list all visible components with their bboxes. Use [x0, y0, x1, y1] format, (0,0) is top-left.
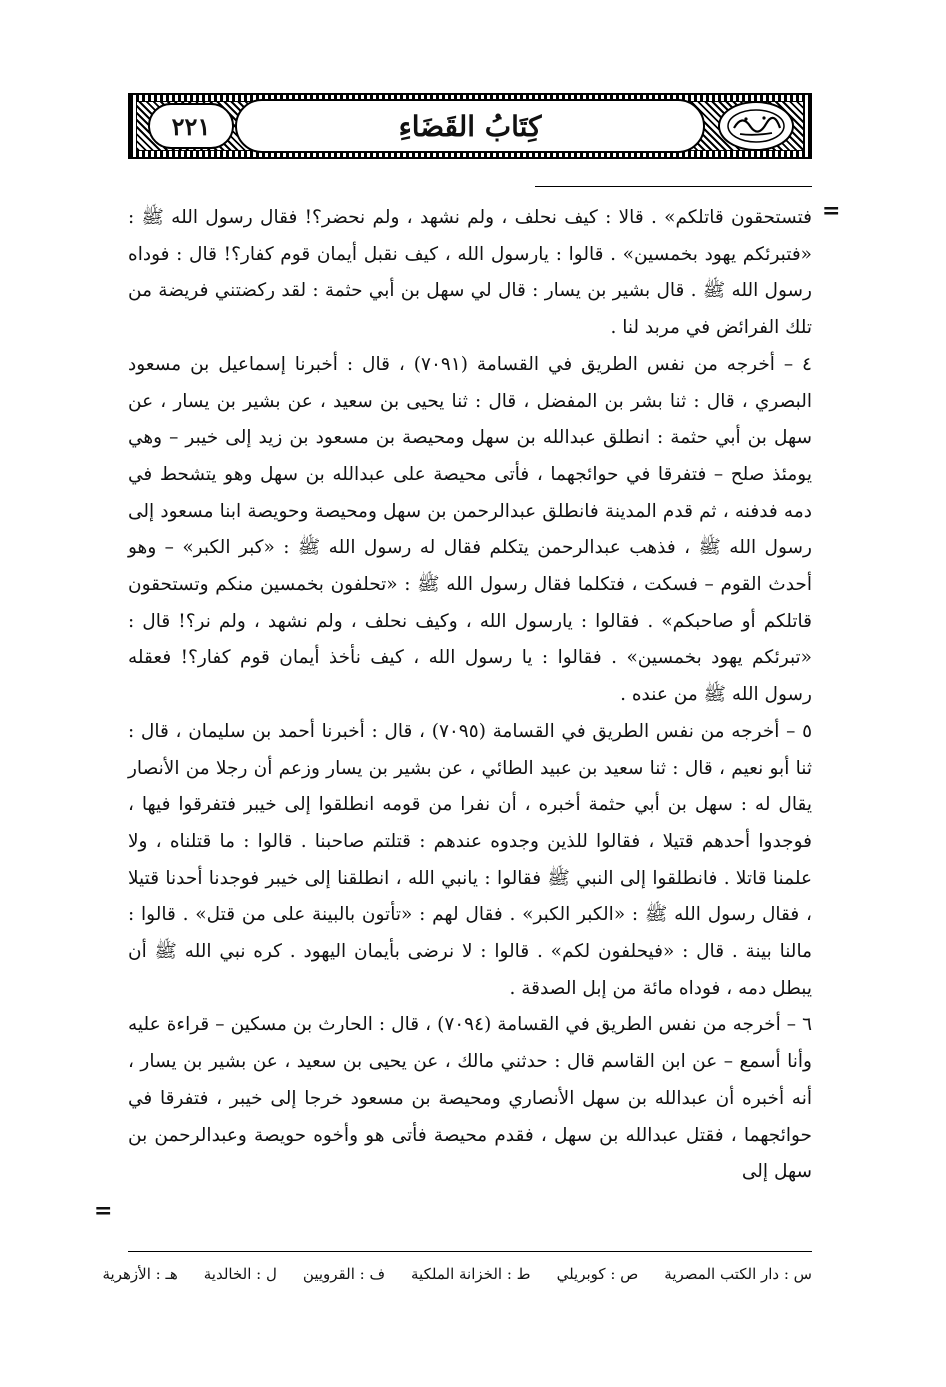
body-text: [128, 200, 812, 1191]
siglum-item: هـ : الأزهرية: [102, 1265, 178, 1283]
continuation-marker-bottom: =: [94, 1198, 113, 1224]
paragraph-5: ٥ – أخرجه من نفس الطريق في القسامة (٧٠٩٥) ، قال : أخبرنا أحمد بن سليمان ، قال : ثنا أبو نعيم ، قال : ثنا سعيد بن عبيد الطائي ، عن بشير بن يسار وزعم أن رجلا من الأنصار يقال له : سهل بن أبي حثمة أخبره ، أن نفرا من قومه انطلقوا إلى خيبر فتفرقوا فيها ، فوجدوا أحدهم قتيلا ، فقالوا للذين وجدوه عندهم : قتلتم صاحبنا . قالوا : ما قتلناه ، ولا علمنا قاتلا . فانطلقوا إلى النبي ﷺ فقالوا : يانبي الله ، انطلقنا إلى خيبر فوجدنا أحدنا قتيلا ، فقال رسول الله ﷺ : «الكبر الكبر» . فقال لهم : «تأتون بالبينة على من قتل» . قالوا : مالنا بينة . قال : «فيحلفون لكم» . قالوا : لا نرضى بأيمان اليهود . كره نبي الله ﷺ أن يبطل دمه ، فوداه مائة من إبل الصدقة .: [128, 720, 812, 999]
siglum-item: ف : القرويين: [302, 1265, 386, 1283]
paragraph-6: ٦ – أخرجه من نفس الطريق في القسامة (٧٠٩٤) ، قال : الحارث بن مسكين – قراءة عليه وأنا أسمع – عن ابن القاسم قال : حدثني مالك ، عن يحيى بن سعيد ، عن بشير بن يسار ، أنه أخبره أن عبدالله بن سهل الأنصاري ومحيصة بن مسعود خرجا إلى خيبر ، فتفرقا في حوائجهما ، فقتل عبدالله بن سهل ، فقدم محيصة فأتى هو وأخوه حويصة وعبدالرحمن بن سهل إلى: [128, 1014, 813, 1183]
siglum-item: ل : الخالدية: [203, 1265, 277, 1283]
paragraph-continuation: فتستحقون قاتلكم» . قالا : كيف نحلف ، ولم نشهد ، ولم نحضر؟! فقال رسول الله ﷺ : «فتبرئكم يهود بخمسين» . قالوا : يارسول الله ، كيف نقبل أيمان قوم كفار؟! قال : فوداه رسول الله ﷺ . قال بشير بن يسار : قال لي سهل بن أبي حثمة : لقد ركضتني فريضة من تلك الفرائض في مربد لنا .: [128, 207, 812, 339]
page-number-cartouche: [148, 103, 234, 149]
paragraph-4: ٤ – أخرجه من نفس الطريق في القسامة (٧٠٩١) ، قال : أخبرنا إسماعيل بن مسعود البصري ، قال : ثنا بشر بن المفضل ، قال : ثنا يحيى بن سعيد ، عن بشير بن يسار ، عن سهل بن أبي حثمة : انطلق عبدالله بن سهل ومحيصة بن مسعود بن زيد إلى خيبر – وهي يومئذ صلح – فتفرقا في حوائجهما ، فأتى محيصة على عبدالله بن سهل وهو يتشحط في دمه فدفنه ، ثم قدم المدينة فانطلق عبدالرحمن بن سهل ومحيصة وحويصة ابنا مسعود إلى رسول الله ﷺ ، فذهب عبدالرحمن يتكلم فقال له رسول الله ﷺ : «كبر الكبر» – وهو أحدث القوم – فسكت ، فتكلما فقال رسول الله ﷺ : «تحلفون بخمسين منكم وتستحقون قاتلكم أو صاحبكم» . فقالوا : يارسول الله ، وكيف نحلف ، ولم نشهد ، ولم نر؟! قال : «تبرئكم يهود بخمسين» . فقالوا : يا رسول الله ، كيف نأخذ أيمان قوم كفار؟! فعقله رسول الله ﷺ من عنده .: [128, 353, 812, 706]
continuation-marker-top: =: [822, 198, 841, 224]
siglum-item: ط : الخزانة الملكية: [411, 1265, 531, 1283]
siglum-item: س : دار الكتب المصرية: [664, 1265, 812, 1283]
top-separator-rule: [535, 186, 812, 187]
page-number: ٢٢١: [171, 111, 211, 141]
title-cartouche: [235, 99, 705, 153]
manuscript-sigla-footer: [102, 1265, 812, 1283]
page-header: [128, 93, 812, 159]
chapter-title: كِتَابُ القَضَاءِ: [398, 109, 542, 143]
seal-calligraphy-icon: [724, 106, 788, 146]
footnote-separator-rule: [128, 1251, 812, 1252]
siglum-item: ص : كوبريلي: [556, 1265, 639, 1283]
ornamental-seal-icon: [718, 101, 794, 151]
